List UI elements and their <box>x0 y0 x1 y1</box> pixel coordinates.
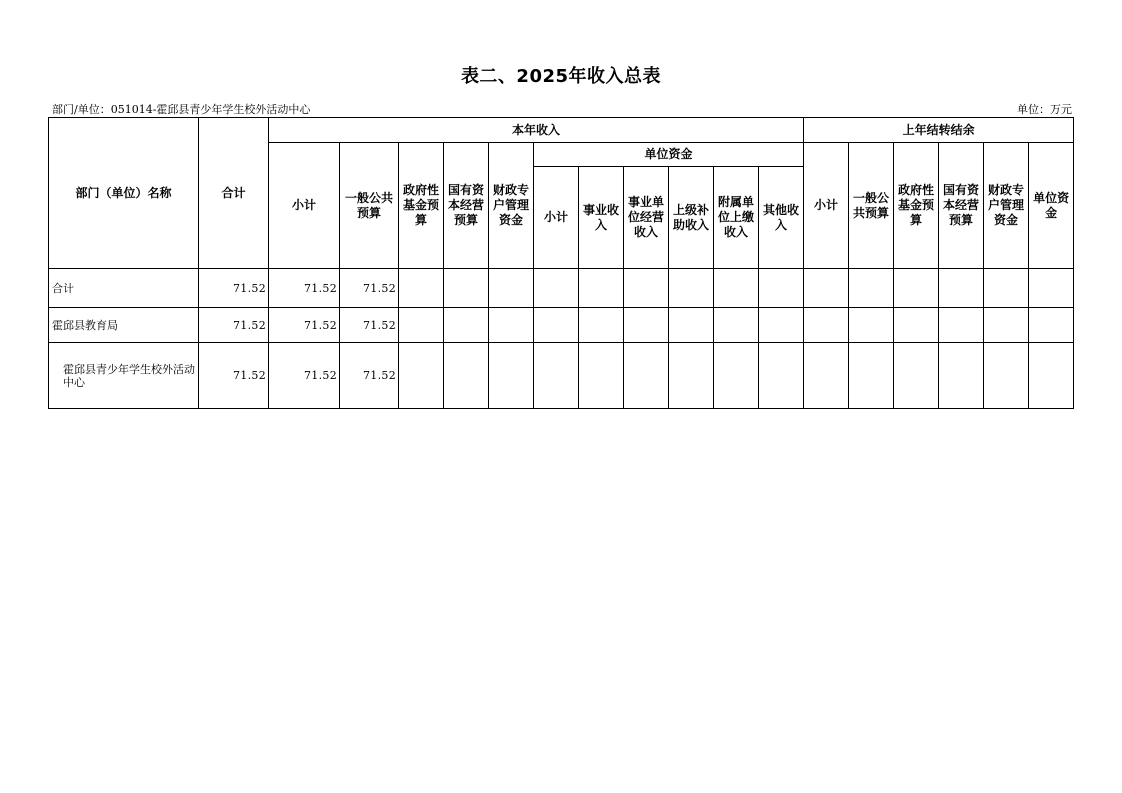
table-row <box>49 343 1074 409</box>
header-prev-subtotal: 小计 <box>804 143 849 269</box>
header-prev-unit-funds: 单位资金 <box>1029 143 1074 269</box>
table-row <box>49 308 1074 343</box>
row-subtotal: 71.52 <box>269 343 340 409</box>
row-subtotal: 71.52 <box>269 308 340 343</box>
row-general-budget: 71.52 <box>340 308 399 343</box>
header-business-income: 事业收入 <box>579 167 624 269</box>
header-dept-name: 部门（单位）名称 <box>49 118 199 269</box>
row-name: 合计 <box>49 269 199 308</box>
department-label: 部门/单位：051014-霍邱县青少年学生校外活动中心 <box>52 103 311 116</box>
row-name: 霍邱县教育局 <box>49 308 199 343</box>
income-summary-table <box>48 117 1074 409</box>
header-prev-fiscal-special: 财政专户管理资金 <box>984 143 1029 269</box>
header-subtotal: 小计 <box>269 143 340 269</box>
header-general-budget: 一般公共预算 <box>340 143 399 269</box>
header-affiliated-income: 附属单位上缴收入 <box>714 167 759 269</box>
header-gov-fund: 政府性基金预算 <box>399 143 444 269</box>
header-superior-subsidy: 上级补助收入 <box>669 167 714 269</box>
row-general-budget: 71.52 <box>340 343 399 409</box>
header-unit-subtotal: 小计 <box>534 167 579 269</box>
unit-label: 单位：万元 <box>1017 103 1072 116</box>
row-total: 71.52 <box>199 269 269 308</box>
header-other-income: 其他收入 <box>759 167 804 269</box>
header-prev-general: 一般公共预算 <box>849 143 894 269</box>
row-total: 71.52 <box>199 343 269 409</box>
row-name: 霍邱县青少年学生校外活动中心 <box>49 343 199 409</box>
header-prev-state-capital: 国有资本经营预算 <box>939 143 984 269</box>
table-row <box>49 269 1074 308</box>
header-operating-income: 事业单位经营收入 <box>624 167 669 269</box>
header-unit-funds: 单位资金 <box>534 143 804 167</box>
row-subtotal: 71.52 <box>269 269 340 308</box>
header-current-year-income: 本年收入 <box>269 118 804 143</box>
page-title: 表二、2025年收入总表 <box>460 66 662 87</box>
header-fiscal-special: 财政专户管理资金 <box>489 143 534 269</box>
header-prev-gov-fund: 政府性基金预算 <box>894 143 939 269</box>
header-prev-year-carryover: 上年结转结余 <box>804 118 1074 143</box>
row-general-budget: 71.52 <box>340 269 399 308</box>
header-total: 合计 <box>199 118 269 269</box>
row-total: 71.52 <box>199 308 269 343</box>
header-state-capital: 国有资本经营预算 <box>444 143 489 269</box>
